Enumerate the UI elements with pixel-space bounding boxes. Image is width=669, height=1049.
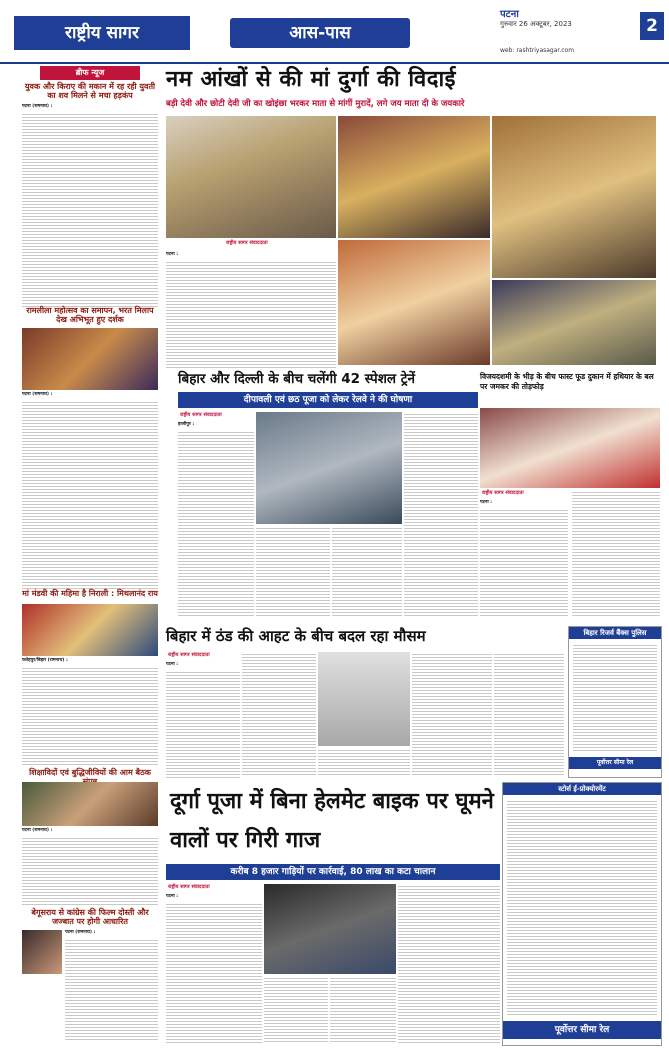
fastfood-photo	[480, 408, 660, 488]
control-room-photo	[264, 884, 396, 974]
tender-footer: पूर्वोत्तर सीमा रेल	[503, 1021, 661, 1039]
trains-byline: राष्ट्रीय सागर संवाददाता	[180, 412, 222, 418]
helmet-headline: दूर्गा पूजा में बिना हेलमेट बाइक पर घूमने वालों पर गिरी गाज	[170, 789, 494, 853]
durga-photo-5	[492, 280, 656, 365]
tender-title: बिहार रिजर्व बैंक्स पुलिस	[569, 627, 661, 639]
ramlila-photo	[22, 328, 158, 390]
byline: फतेहपुर/बिहार (रामनाथ) :	[22, 658, 68, 663]
story-text	[65, 930, 158, 1040]
story-title: युवक और किराए की मकान में रह रही युवती का शव मिलने से मचा हड़कंप	[24, 82, 156, 100]
story-text	[22, 392, 158, 587]
helmet-text-col	[398, 884, 500, 1044]
masthead	[0, 0, 669, 64]
helmet-text-col	[264, 976, 328, 1044]
section-title: आस-पास	[230, 18, 410, 48]
masthead-info	[500, 6, 650, 56]
helmet-byline: राष्ट्रीय सागर संवाददाता	[168, 884, 210, 890]
helmet-text	[166, 894, 262, 1044]
lead-text	[166, 252, 336, 367]
page-number: 2	[640, 12, 664, 40]
helmet-text-col	[330, 976, 396, 1044]
story-text	[22, 658, 158, 766]
weather-text-col	[494, 652, 564, 777]
helmet-strip: करीब 8 हजार गाड़ियों पर कार्रवाई, 80 लाख का कटा चालान	[166, 864, 500, 880]
trains-strip: दीपावली एवं छठ पूजा को लेकर रेलवे ने की घोषणा	[178, 392, 478, 408]
weather-byline: राष्ट्रीय सागर संवाददाता	[168, 652, 210, 658]
mandvi-photo	[22, 604, 158, 656]
tender-title: स्टोर्स ई-प्रोक्योरमेंट	[503, 783, 661, 795]
lead-headline: नम आंखों से की मां दुर्गा की विदाई	[166, 67, 456, 92]
dateline: पटना :	[166, 894, 179, 899]
story-title: बेगूसराय से कांग्रेस की फिल्म दोस्ती और जज्बात पर होगी आधारित	[31, 908, 149, 926]
film-photo	[22, 930, 62, 974]
story-title: मां मंडवी की महिमा है निराली : मिथलानंद राय	[22, 589, 158, 598]
crowd-text	[480, 500, 568, 616]
weather-text-col	[242, 652, 316, 777]
brand-logo: राष्ट्रीय सागर	[14, 16, 190, 50]
dateline: हाजीपुर :	[178, 422, 195, 427]
lead-subhead: बड़ी देवी और छोटी देवी जी का खोइंछा भरकर माता से मांगीं मुरादें, लगे जय माता दी के जयकारे	[166, 99, 465, 109]
trains-text-col	[256, 526, 330, 616]
dateline: पटना :	[166, 252, 179, 257]
story-text	[22, 828, 158, 906]
sidebar	[20, 66, 160, 1041]
byline: पटना (रामनाथ) :	[65, 930, 96, 935]
weather-text-col	[412, 652, 492, 777]
date: गुरुवार 26 अक्टूबर, 2023	[500, 20, 572, 28]
brief-news-label: ब्रीफ न्यूज	[40, 66, 140, 80]
photo-byline: राष्ट्रीय सागर संवाददाता	[226, 240, 268, 246]
byline: पटना (रामनाथ) :	[22, 392, 53, 397]
story-title: शिक्षाविदों एवं बुद्धिजीवियों की आम बैठक	[29, 768, 151, 777]
durga-photo-1	[166, 116, 336, 238]
weather-text	[166, 662, 240, 777]
trains-text	[178, 422, 254, 617]
story-text	[22, 104, 158, 304]
trains-text-col	[404, 412, 478, 616]
fog-photo	[318, 652, 410, 746]
tender-notice-2	[502, 782, 662, 1046]
tender-footer: पूर्वोत्तर सीमा रेल	[569, 757, 661, 769]
dateline: पटना :	[166, 662, 179, 667]
train-photo	[256, 412, 402, 524]
byline: पटना (रामनाथ) :	[22, 104, 53, 109]
tender-notice-1	[568, 626, 662, 778]
trains-text-col	[332, 526, 402, 616]
trains-headline: बिहार और दिल्ली के बीच चलेंगी 42 स्पेशल ट्रेनें	[178, 371, 416, 387]
story-title: रामलीला महोत्सव का समापन, भरत मिलाप देख अभिभूत हुए दर्शक	[26, 306, 154, 324]
dateline: पटना :	[480, 500, 493, 505]
city: पटना	[500, 9, 519, 20]
durga-photo-4	[338, 240, 490, 365]
meeting-photo	[22, 782, 158, 826]
weather-headline: बिहार में ठंड की आहट के बीच बदल रहा मौसम	[166, 627, 426, 645]
byline: पटना (रामनाथ) :	[22, 828, 53, 833]
crowd-headline: विजयदशमी के भीड़ के बीच फास्ट फूड दुकान में हथियार के बल पर जमकर की तोड़फोड़	[480, 372, 654, 391]
durga-photo-2	[338, 116, 490, 238]
crowd-text-col	[572, 490, 660, 616]
weather-text-col	[318, 748, 410, 777]
durga-photo-3	[492, 116, 656, 278]
website: web: rashtriyasagar.com	[500, 47, 575, 54]
crowd-byline: राष्ट्रीय सागर संवाददाता	[482, 490, 524, 496]
